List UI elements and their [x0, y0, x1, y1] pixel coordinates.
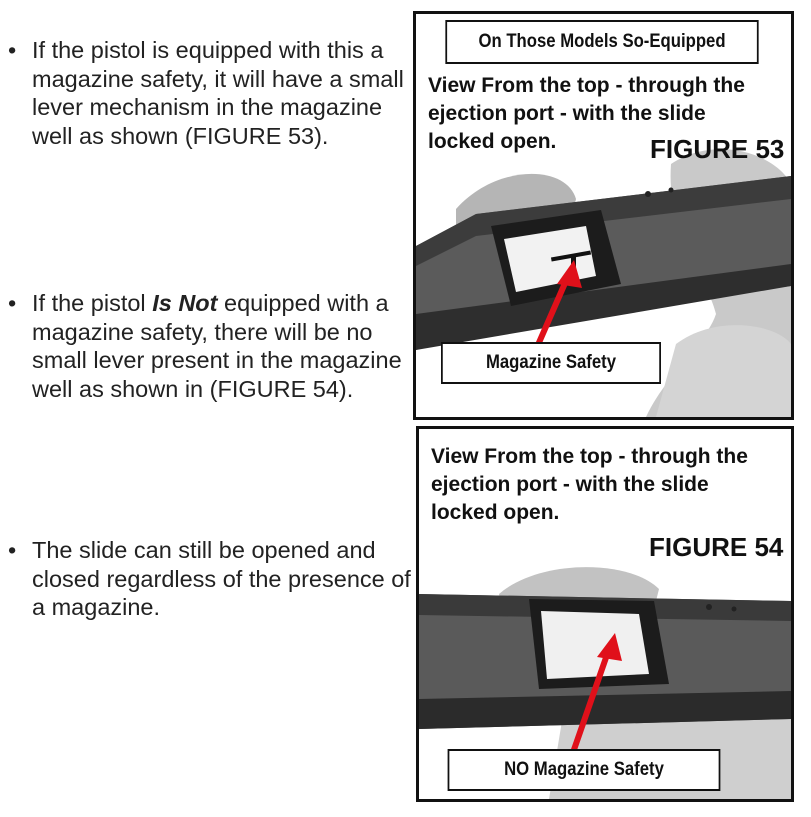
bullet-item-slide-opened	[8, 536, 412, 622]
bullet-symbol: •	[8, 37, 17, 63]
bullet-text-after: equipped with a magazine safety, there will be no small lever present in the magazine well as shown in (FIGURE 54).	[32, 290, 402, 402]
bullet-item-magazine-safety	[8, 36, 412, 150]
emphasis-is-not: Is Not	[152, 290, 218, 316]
figure-53-label: Magazine Safety	[441, 342, 661, 384]
figure-54	[416, 426, 794, 802]
bullet-text	[32, 289, 412, 403]
figure-54-number: FIGURE 54	[649, 532, 784, 562]
figure-53-number: FIGURE 53	[650, 134, 785, 164]
bullet-text-before: If the pistol	[32, 290, 153, 316]
bullet-symbol: •	[8, 290, 17, 316]
bullet-item-no-magazine-safety	[8, 289, 412, 403]
figure-53-header: On Those Models So-Equipped	[445, 20, 758, 64]
bullet-symbol: •	[8, 537, 17, 563]
figure-53	[413, 11, 794, 420]
figure-53-caption: View From the top - through the ejection port - with the slide locked open.	[428, 74, 745, 153]
bullet-text: The slide can still be opened and closed regardless of the presence of a magazine.	[32, 537, 411, 620]
figure-54-caption: View From the top - through the ejection port - with the slide locked open.	[431, 445, 748, 524]
figure-54-label: NO Magazine Safety	[448, 749, 721, 791]
bullet-text: If the pistol is equipped with this a magazine safety, it will have a small lever mechanism in the magazine well as shown (FIGURE 53).	[32, 37, 404, 149]
